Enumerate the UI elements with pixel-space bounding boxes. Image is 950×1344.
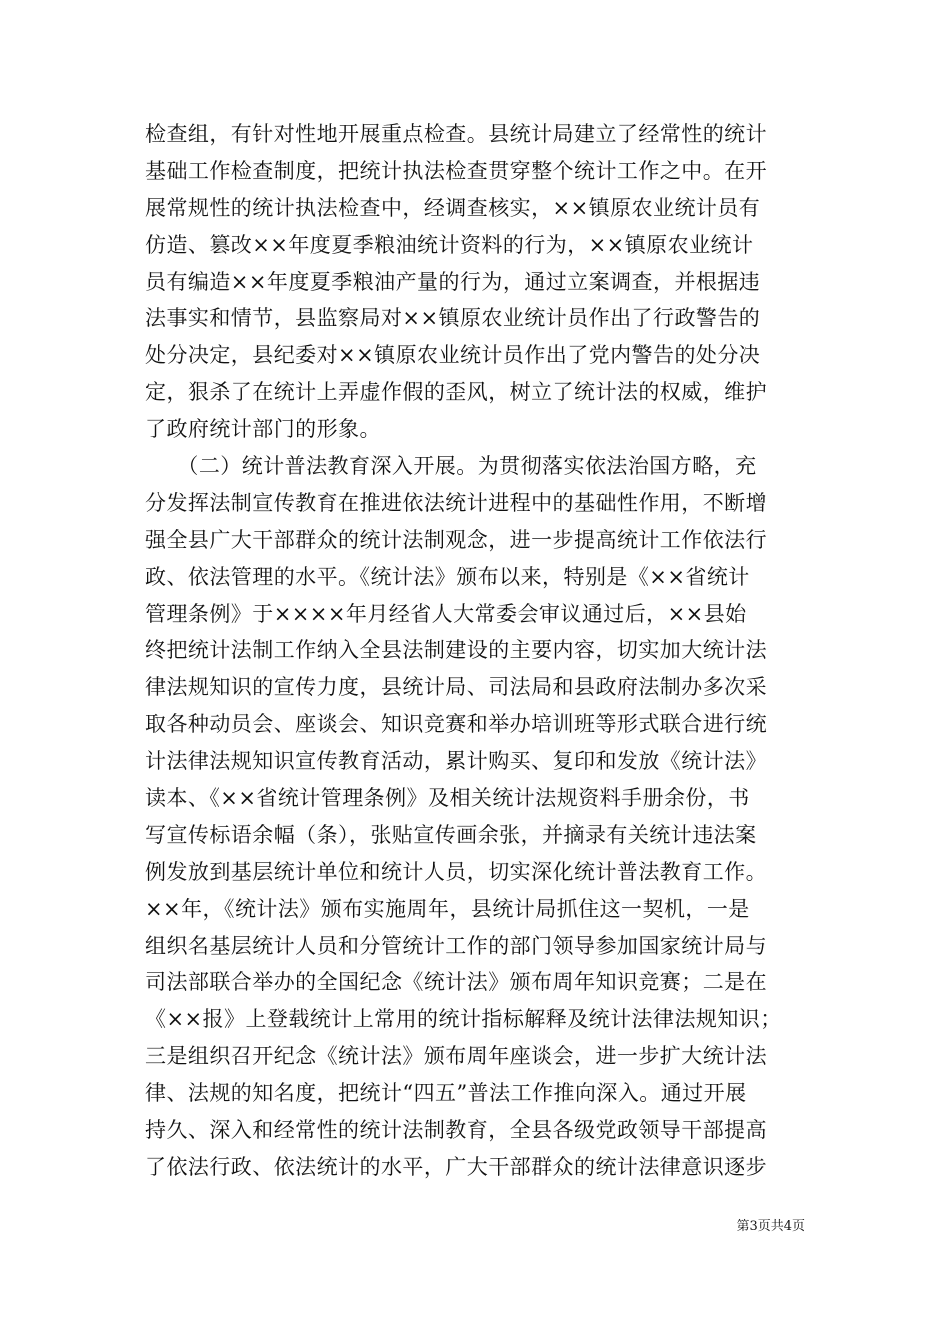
text-line: 检查组，有针对性地开展重点检查。县统计局建立了经常性的统计: [145, 122, 768, 146]
text-line: 组织名基层统计人员和分管统计工作的部门领导参加国家统计局与: [145, 933, 768, 958]
text-line: 三是组织召开纪念《统计法》颁布周年座谈会，进一步扩大统计法: [145, 1044, 768, 1069]
text-line: 取各种动员会、座谈会、知识竞赛和举办培训班等形式联合进行统: [145, 712, 768, 737]
text-line: 司法部联合举办的全国纪念《统计法》颁布周年知识竞赛；二是在: [145, 970, 768, 995]
page-number: 第3页共4页: [736, 1219, 805, 1234]
text-line: 强全县广大干部群众的统计法制观念，进一步提高统计工作依法行: [145, 527, 768, 552]
text-line: 管理条例》于××××年月经省人大常委会审议通过后，××县始: [145, 601, 747, 626]
body-text: [145, 116, 813, 1186]
text-line: 分发挥法制宣传教育在推进依法统计进程中的基础性作用，不断增: [145, 490, 768, 515]
text-line: 读本、《××省统计管理条例》及相关统计法规资料手册余份，书: [145, 786, 750, 811]
text-line: （二）统计普法教育深入开展。为贯彻落实依法治国方略，充: [145, 454, 757, 479]
text-line: 定，狠杀了在统计上弄虚作假的歪风，树立了统计法的权威，维护: [145, 380, 768, 405]
text-line: 仿造、篡改××年度夏季粮油统计资料的行为，××镇原农业统计: [145, 232, 754, 257]
text-line: 法事实和情节，县监察局对××镇原农业统计员作出了行政警告的: [145, 306, 761, 331]
text-line: 政、依法管理的水平。《统计法》颁布以来，特别是《××省统计: [145, 564, 750, 589]
text-line: 例发放到基层统计单位和统计人员，切实深化统计普法教育工作。: [145, 859, 768, 884]
text-line: 计法律法规知识宣传教育活动，累计购买、复印和发放《统计法》: [145, 749, 768, 774]
text-line: 员有编造××年度夏季粮油产量的行为，通过立案调查，并根据违: [145, 269, 761, 294]
text-line: 处分决定，县纪委对××镇原农业统计员作出了党内警告的处分决: [145, 343, 761, 368]
text-line: 《××报》上登载统计上常用的统计指标解释及统计法律法规知识；: [145, 1007, 782, 1032]
text-line: 持久、深入和经常性的统计法制教育，全县各级党政领导干部提高: [145, 1118, 768, 1143]
text-line: 展常规性的统计执法检查中，经调查核实，××镇原农业统计员有: [145, 195, 761, 220]
text-line: 基础工作检查制度，把统计执法检查贯穿整个统计工作之中。在开: [145, 158, 768, 183]
text-line: 律、法规的知名度，把统计“四五”普法工作推向深入。通过开展: [145, 1081, 747, 1106]
text-line: 律法规知识的宣传力度，县统计局、司法局和县政府法制办多次采: [145, 675, 768, 700]
text-line: ××年，《统计法》颁布实施周年，县统计局抓住这一契机，一是: [145, 896, 750, 921]
text-line: 终把统计法制工作纳入全县法制建设的主要内容，切实加大统计法: [145, 638, 768, 663]
text-line: 写宣传标语余幅（条），张贴宣传画余张，并摘录有关统计违法案: [145, 822, 757, 847]
text-line: 了政府统计部门的形象。: [145, 417, 381, 442]
text-line: 了依法行政、依法统计的水平，广大干部群众的统计法律意识逐步: [145, 1154, 768, 1179]
